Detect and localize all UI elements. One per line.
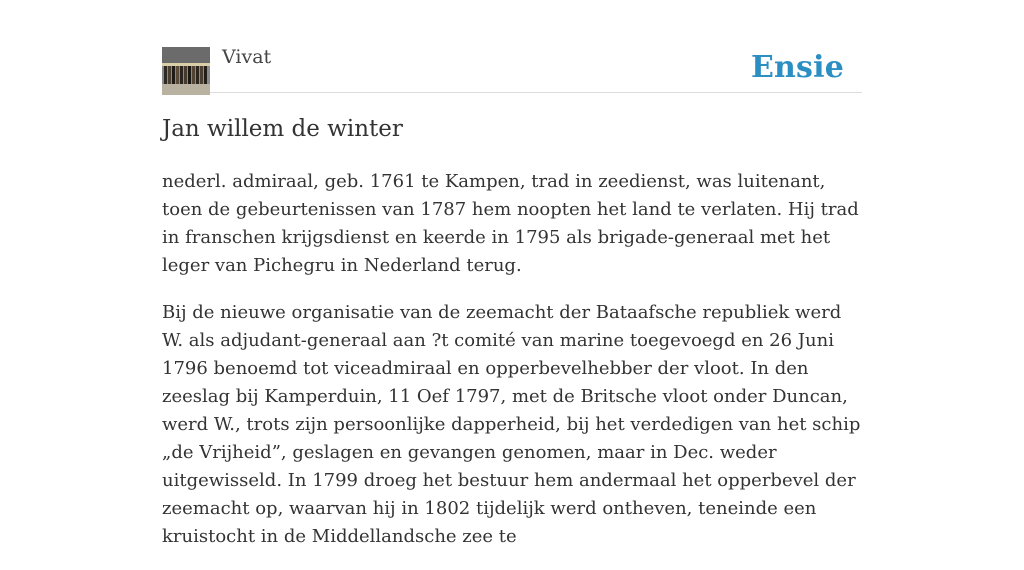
page-title: Jan willem de winter [162,116,403,142]
page [162,0,862,547]
brand-logo[interactable]: Ensie [750,50,844,85]
avatar[interactable] [162,47,210,95]
bookshelf-image-icon [162,47,210,95]
paragraph: nederl. admiraal, geb. 1761 te Kampen, trad in zeedienst, was luitenant, toen de gebeurtenissen van 1787 hem noopten het land te verlaten. Hij trad in franschen krijgsdienst en keerde in 1795 als brigade-generaal met het leger van Pichegru in Nederland terug. [162,171,859,276]
author-name[interactable]: Vivat [222,46,272,68]
article-body [162,168,862,570]
header [162,0,862,93]
paragraph: Bij de nieuwe organisatie van de zeemacht der Bataafsche republiek werd W. als adjudant-generaal aan ?t comité van marine toegevoegd en 26 Juni 1796 benoemd tot viceadmiraal en opperbevelhebber der vloot. In den zeeslag bij Kamperduin, 11 Oef 1797, met de Britsche vloot onder Duncan, werd W., trots zijn persoonlijke dapperheid, bij het verdedigen van het schip „de Vrijheid”, geslagen en gevangen genomen, maar in Dec. weder uitgewisseld. In 1799 droeg het bestuur hem andermaal het opperbevel der zeemacht op, waarvan hij in 1802 tijdelijk werd ontheven, teneinde een kruistocht in de Middellandsche zee te [162,302,861,547]
